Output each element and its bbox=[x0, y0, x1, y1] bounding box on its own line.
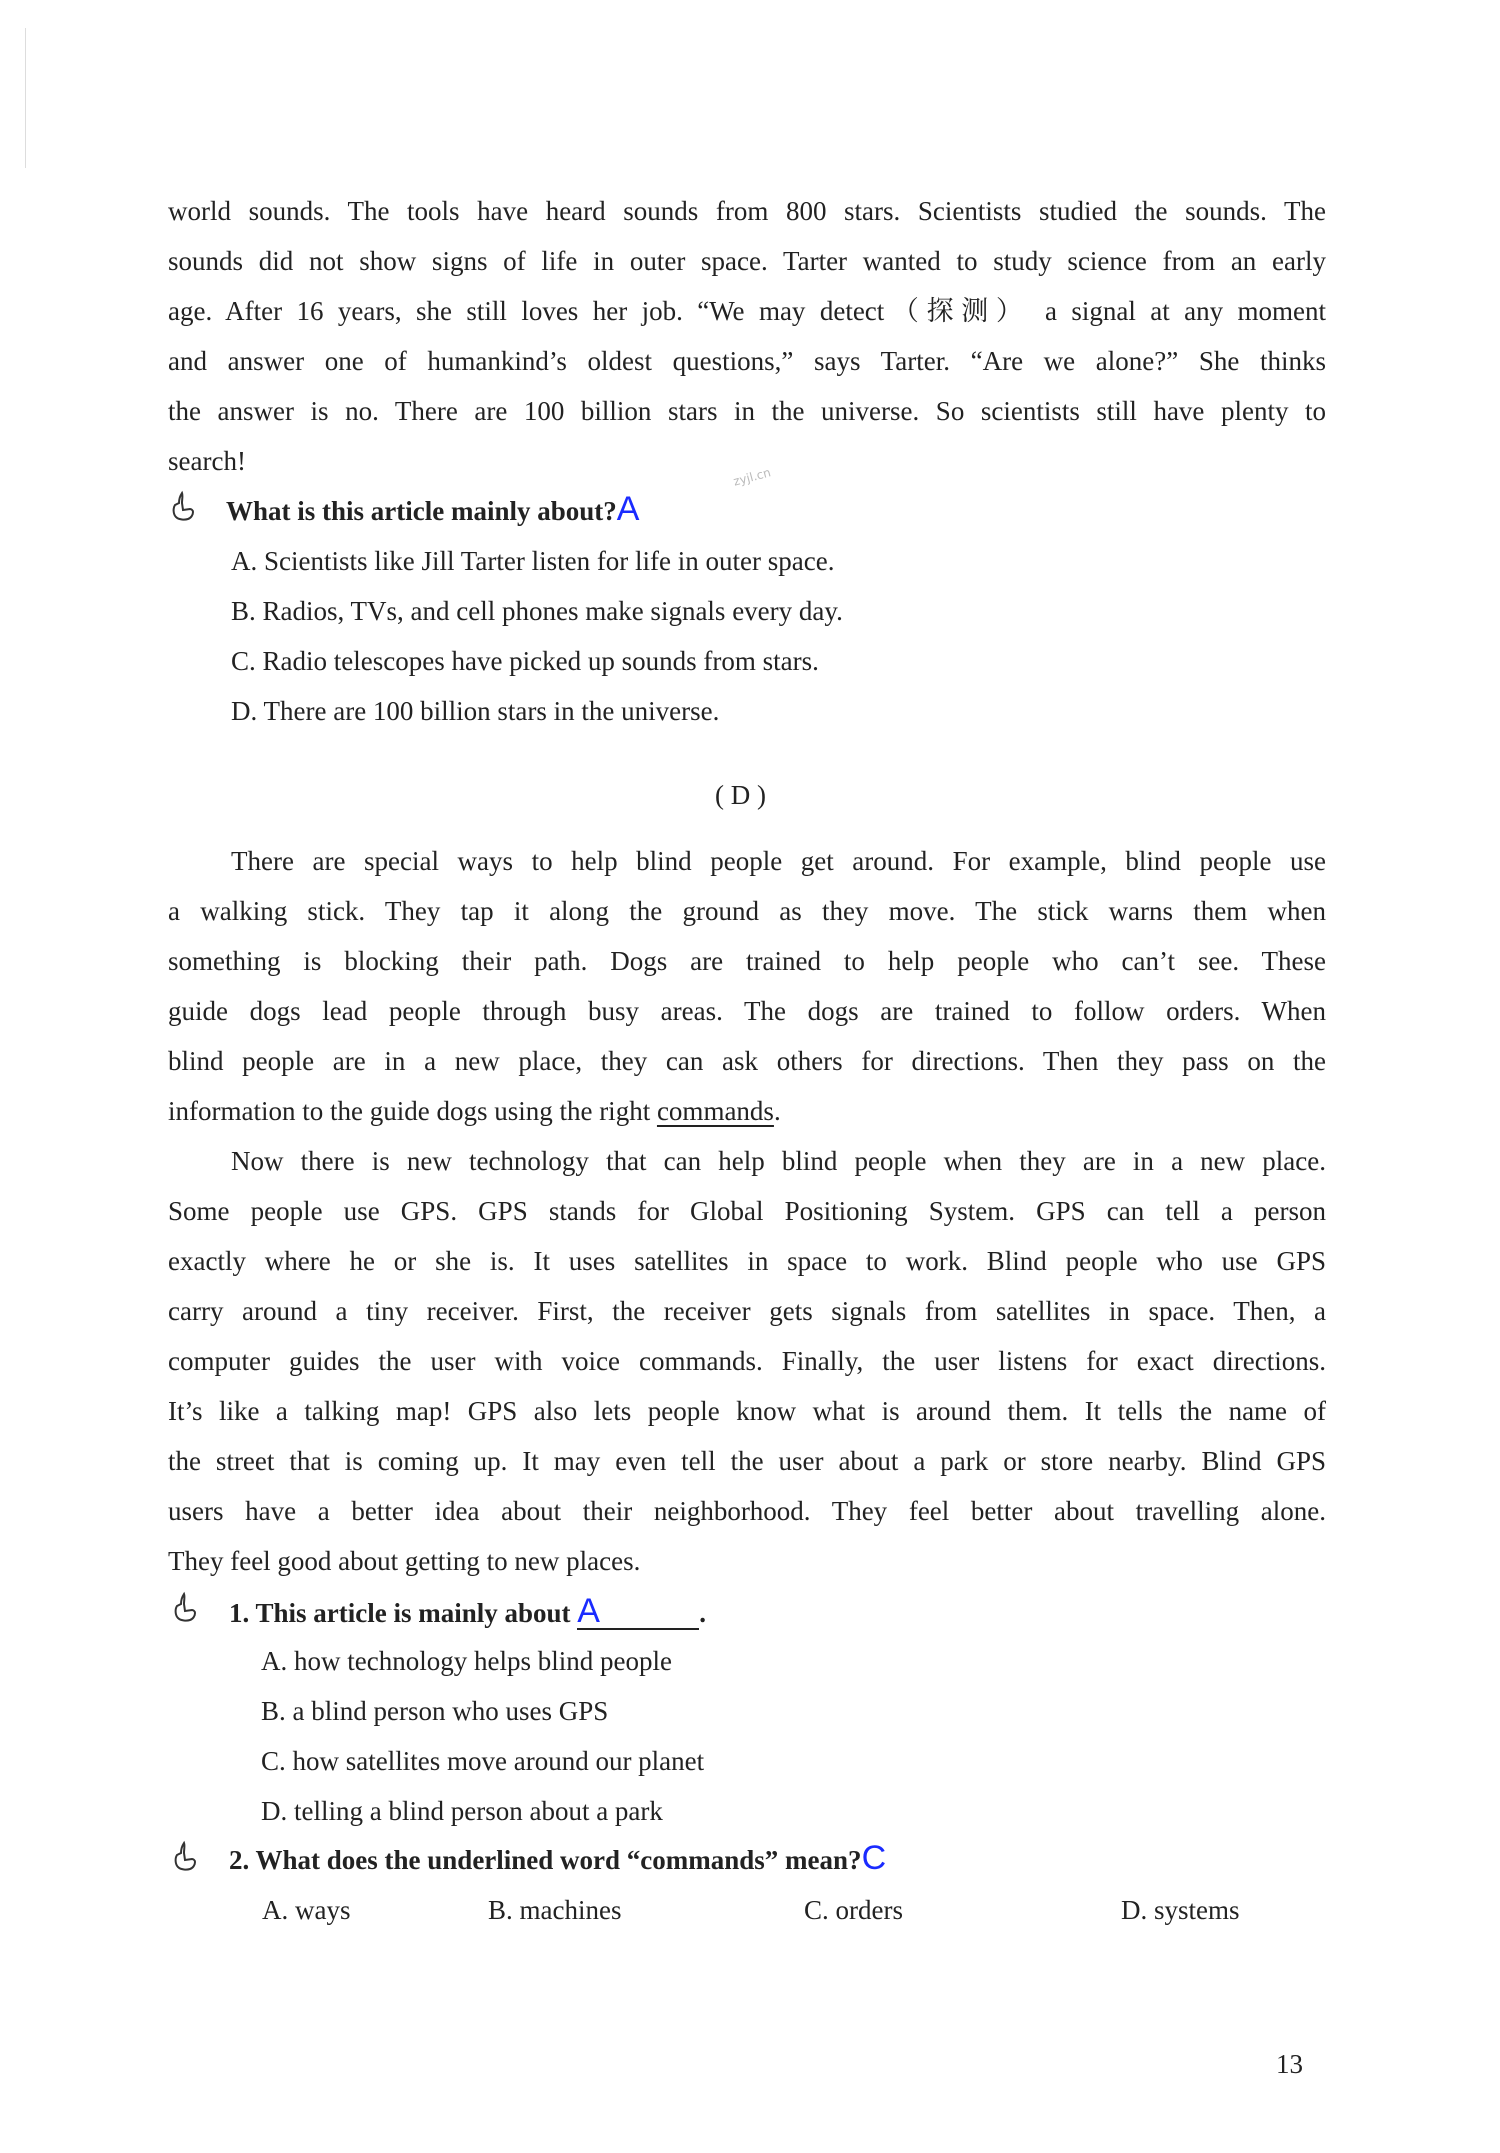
passage-line: Now there is new technology that can help blind people when they are in a new place. bbox=[231, 1146, 1326, 1176]
passage-line bbox=[168, 1094, 781, 1128]
passage-line: They feel good about getting to new places. bbox=[168, 1546, 641, 1576]
passage-line: exactly where he or she is. It uses satellites in space to work. Blind people who use GPS bbox=[168, 1246, 1326, 1276]
passage-line: Some people use GPS. GPS stands for Global Positioning System. GPS can tell a person bbox=[168, 1196, 1326, 1226]
passage-line: age. After 16 years, she still loves her job. “We may detect（探测） a signal at any moment bbox=[168, 296, 1326, 326]
option-item: D. There are 100 billion stars in the universe. bbox=[231, 696, 720, 726]
passage-line: blind people are in a new place, they can ask others for directions. Then they pass on the bbox=[168, 1046, 1326, 1076]
answer-mark: A bbox=[616, 490, 640, 528]
option-item: D. systems bbox=[1121, 1895, 1240, 1925]
text: information to the guide dogs using the right bbox=[168, 1096, 657, 1126]
passage-line: the answer is no. There are 100 billion stars in the universe. So scientists still have plenty to bbox=[168, 396, 1326, 426]
option-item: A. how technology helps blind people bbox=[261, 1646, 672, 1676]
option-item: B. machines bbox=[488, 1895, 622, 1925]
passage-line: sounds did not show signs of life in outer space. Tarter wanted to study science from an early bbox=[168, 246, 1326, 276]
passage-line: guide dogs lead people through busy areas. The dogs are trained to follow orders. When bbox=[168, 996, 1326, 1026]
option-item: D. telling a blind person about a park bbox=[261, 1796, 663, 1826]
question-c bbox=[226, 492, 639, 528]
page-number: 13 bbox=[1276, 2049, 1303, 2079]
passage-line: and answer one of humankind’s oldest questions,” says Tarter. “Are we alone?” She thinks bbox=[168, 346, 1326, 376]
question-text: What is this article mainly about? bbox=[226, 496, 617, 526]
passage-line: a walking stick. They tap it along the ground as they move. The stick warns them when bbox=[168, 896, 1326, 926]
answer-blank bbox=[577, 1594, 699, 1630]
passage-line: something is blocking their path. Dogs are trained to help people who can’t see. These bbox=[168, 946, 1326, 976]
passage-line: It’s like a talking map! GPS also lets people know what is around them. It tells the name of bbox=[168, 1396, 1326, 1426]
option-item: C. Radio telescopes have picked up sounds from stars. bbox=[231, 646, 819, 676]
passage-line: computer guides the user with voice commands. Finally, the user listens for exact directions. bbox=[168, 1346, 1326, 1376]
passage-line: world sounds. The tools have heard sounds from 800 stars. Scientists studied the sounds. The bbox=[168, 196, 1326, 226]
question-text: 2. What does the underlined word “commands” mean? bbox=[229, 1845, 862, 1875]
option-item: C. how satellites move around our planet bbox=[261, 1746, 705, 1776]
option-item: B. a blind person who uses GPS bbox=[261, 1696, 609, 1726]
passage-line: search! bbox=[168, 446, 246, 476]
option-item: A. Scientists like Jill Tarter listen for life in outer space. bbox=[231, 546, 835, 576]
option-item: C. orders bbox=[804, 1895, 903, 1925]
passage-line: There are special ways to help blind people get around. For example, blind people use bbox=[231, 846, 1326, 876]
hand-pointer-icon bbox=[170, 490, 200, 524]
underlined-word: commands bbox=[656, 1096, 774, 1126]
hand-pointer-icon bbox=[172, 1840, 202, 1874]
answer-mark: C bbox=[861, 1839, 887, 1877]
option-item: A. ways bbox=[262, 1895, 351, 1925]
hand-pointer-icon bbox=[172, 1591, 202, 1625]
section-heading: ( D ) bbox=[715, 780, 766, 810]
passage-line: carry around a tiny receiver. First, the receiver gets signals from satellites in space. Then, a bbox=[168, 1296, 1326, 1326]
answer-mark: A bbox=[577, 1592, 600, 1630]
option-item: B. Radios, TVs, and cell phones make signals every day. bbox=[231, 596, 843, 626]
watermark: zyjl.cn bbox=[731, 465, 773, 489]
question-text: 1. This article is mainly about bbox=[229, 1598, 571, 1628]
question-d2 bbox=[229, 1841, 886, 1877]
passage-line: users have a better idea about their neighborhood. They feel better about travelling alone. bbox=[168, 1496, 1326, 1526]
question-d1 bbox=[229, 1594, 706, 1630]
passage-line: the street that is coming up. It may even tell the user about a park or store nearby. Blind GPS bbox=[168, 1446, 1326, 1476]
question-end: . bbox=[699, 1598, 707, 1628]
text: . bbox=[773, 1096, 781, 1126]
page-edge-line bbox=[25, 28, 26, 168]
